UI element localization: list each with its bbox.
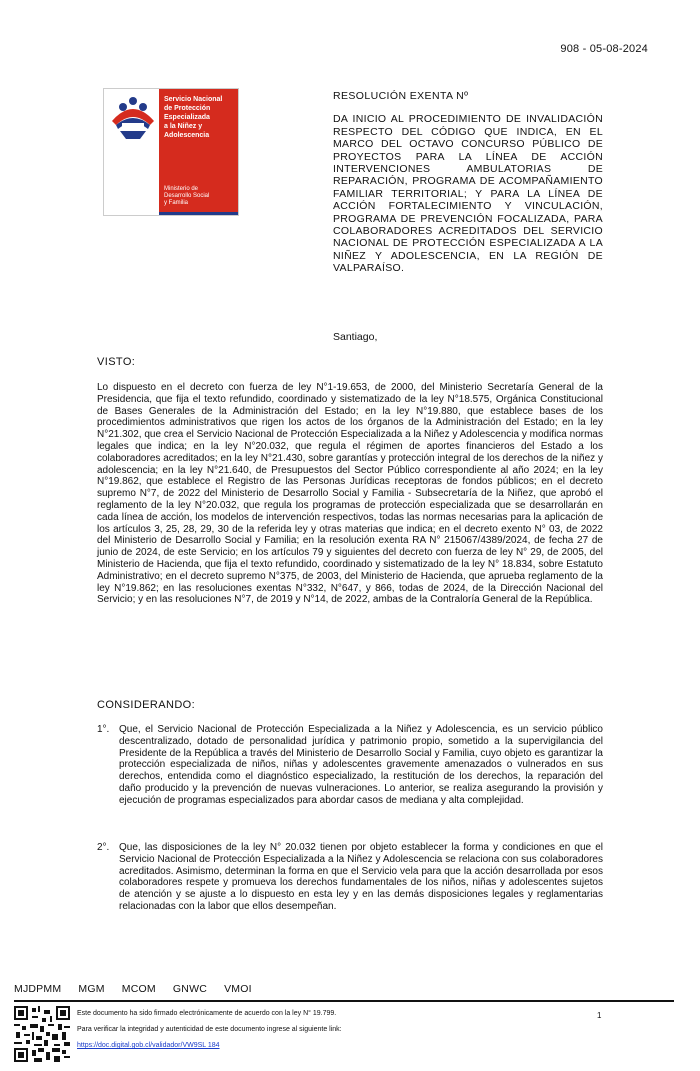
footer-divider	[14, 1000, 674, 1002]
logo-institution-line: de Protección	[164, 105, 211, 112]
considerando-text: Que, las disposiciones de la ley N° 20.032 tienen por objeto establecer la forma y condiciones en que el Servicio Nacional de Protección Especializada a la Niñez y Adolescencia se relaciona con sus colaboradores acreditados. Asimismo, determinan la forma en que el Servicio vela para que la acción desarrollada por esos colaboradores respete y promueva los derechos fundamentales de los niños, niñas y adolescentes sujetos de atención y se ajuste a lo dispuesto en esta ley y en las demás disposiciones legales y reglamentarias relacionadas con la labor que ellos desempeñan.	[119, 842, 603, 912]
signature-notice: Este documento ha sido firmado electrónicamente de acuerdo con la ley N° 19.799.	[77, 1010, 337, 1017]
considerando-item	[97, 724, 603, 807]
considerando-item	[97, 842, 603, 913]
considerando-number: 1°.	[97, 724, 110, 735]
document-number: 908 - 05-08-2024	[560, 43, 648, 55]
logo-ministry	[164, 186, 224, 207]
place-line: Santiago,	[333, 331, 378, 343]
verification-notice: Para verificar la integridad y autenticidad de este documento ingrese al siguiente link:	[77, 1026, 342, 1033]
visto-heading: VISTO:	[97, 356, 136, 368]
institution-logo	[103, 88, 239, 216]
resolution-header	[333, 90, 603, 275]
children-emblem-icon	[104, 89, 159, 215]
author-initials: MJDPMM MGM MCOM GNWC VMOI	[14, 983, 252, 995]
logo-ministry-line: Desarrollo Social	[164, 193, 210, 199]
logo-institution-line: a la Niñez y	[164, 123, 203, 130]
logo-institution-line: Especializada	[164, 114, 210, 121]
considerando-heading: CONSIDERANDO:	[97, 699, 196, 711]
logo-emblem	[104, 89, 159, 215]
page-number: 1	[597, 1011, 602, 1020]
verification-link[interactable]: https://doc.digital.gob.cl/validador/VW9SL 184	[77, 1042, 220, 1049]
logo-red-panel	[159, 89, 238, 215]
considerando-number: 2°.	[97, 842, 110, 853]
verification-link-row	[77, 1042, 220, 1049]
qr-code-icon	[14, 1006, 70, 1062]
logo-ministry-line: y Familia	[164, 200, 189, 206]
logo-blue-bar	[159, 212, 238, 215]
considerando-text: Que, el Servicio Nacional de Protección Especializada a la Niñez y Adolescencia, es un servicio público descentralizado, dotado de personalidad jurídica y patrimonio propio, sometido a la supervigilancia del Presidente de la República a través del Ministerio de Desarrollo Social y Familia, cuyo objeto es garantizar la protección especializada de niños, niñas y adolescentes gravemente amenazados o vulnerados en sus derechos, entendida como el diagnóstico especializado, la restitución de los derechos, la reparación del daño producido y la prevención de nuevas vulneraciones. Lo anterior, se realiza asegurando la provisión y ejecución de programas especializados para abordar casos de mediana y alta complejidad.	[119, 724, 603, 806]
resolution-title: RESOLUCIÓN EXENTA Nº	[333, 90, 469, 102]
logo-institution-line: Servicio Nacional	[164, 96, 223, 103]
resolution-description: DA INICIO AL PROCEDIMIENTO DE INVALIDACIÓN RESPECTO DEL CÓDIGO QUE INDICA, EN EL MARCO DEL OCTAVO CONCURSO PÚBLICO DE PROYECTOS PARA LA LÍNEA DE ACCIÓN INTERVENCIONES AMBULATORIAS DE REPARACIÓN, PROGRAMA DE ACOMPAÑAMIENTO FAMILIAR TERRITORIAL; Y PARA LA LÍNEA DE ACCIÓN FORTALECIMIENTO Y VINCULACIÓN, PROGRAMA DE PREVENCIÓN FOCALIZADA, PARA COLABORADORES ACREDITADOS DEL SERVICIO NACIONAL DE PROTECCIÓN ESPECIALIZADA A LA NIÑEZ Y ADOLESCENCIA, EN LA REGIÓN DE VALPARAÍSO.	[333, 113, 603, 275]
logo-institution-line: Adolescencia	[164, 132, 210, 139]
visto-text: Lo dispuesto en el decreto con fuerza de ley N°1-19.653, de 2000, del Ministerio Secretaría General de la Presidencia, que fija el texto refundido, coordinado y sistematizado de la ley N°18.575, Orgánica Constitucional de Bases Generales de la Administración del Estado; en la ley N°19.880, que establece bases de los procedimientos administrativos que rigen los actos de los órganos de la Administración del Estado; en la ley N°21.302, que crea el Servicio Nacional de Protección Especializada a la Niñez y Adolescencia y modifica normas legales que indica; en la ley N°20.032, que regula el régimen de aportes financieros del Estado a los colaboradores acreditados; en la ley N°21.430, sobre garantías y protección integral de los derechos de la niñez y adolescencia; en la ley N°21.640, de Presupuestos del Sector Público correspondiente al año 2024; en la ley N°19.862, que establece el Registro de las Personas Jurídicas receptoras de fondos públicos; en el decreto supremo N°7, de 2022 del Ministerio de Desarrollo Social y Familia - Subsecretaría de la Niñez, que aprobó el reglamento de la ley N°20.032, que regula los programas de protección especializada que se desarrollarán en cada línea de acción, los modelos de intervención respectivos, todas las normas necesarias para la aplicación de los artículos 3, 25, 28, 29, 30 de la referida ley y otras materias que indica; en el decreto exento N° 03, de 2022 del Ministerio de Desarrollo Social y Familia; en la resolución exenta RA N° 215067/4389/2024, de fecha 27 de junio de 2024, de este Servicio; en los artículos 79 y siguientes del decreto con fuerza de ley N° 29, de 2005, del Ministerio de Hacienda, que fija el texto refundido, coordinado y sistematizado de la ley N° 18.834, sobre Estatuto Administrativo; en el decreto supremo N°375, de 2003, del Ministerio de Hacienda, que aprueba reglamento de la ley N°19.862; en las resoluciones exentas N°332, N°647, y 866, todas de 2024, de la Dirección Nacional del Servicio; y en las resoluciones N°7, de 2019 y N°14, de 2022, ambas de la Contraloría General de la República.	[97, 382, 603, 606]
logo-ministry-line: Ministerio de	[164, 186, 199, 192]
